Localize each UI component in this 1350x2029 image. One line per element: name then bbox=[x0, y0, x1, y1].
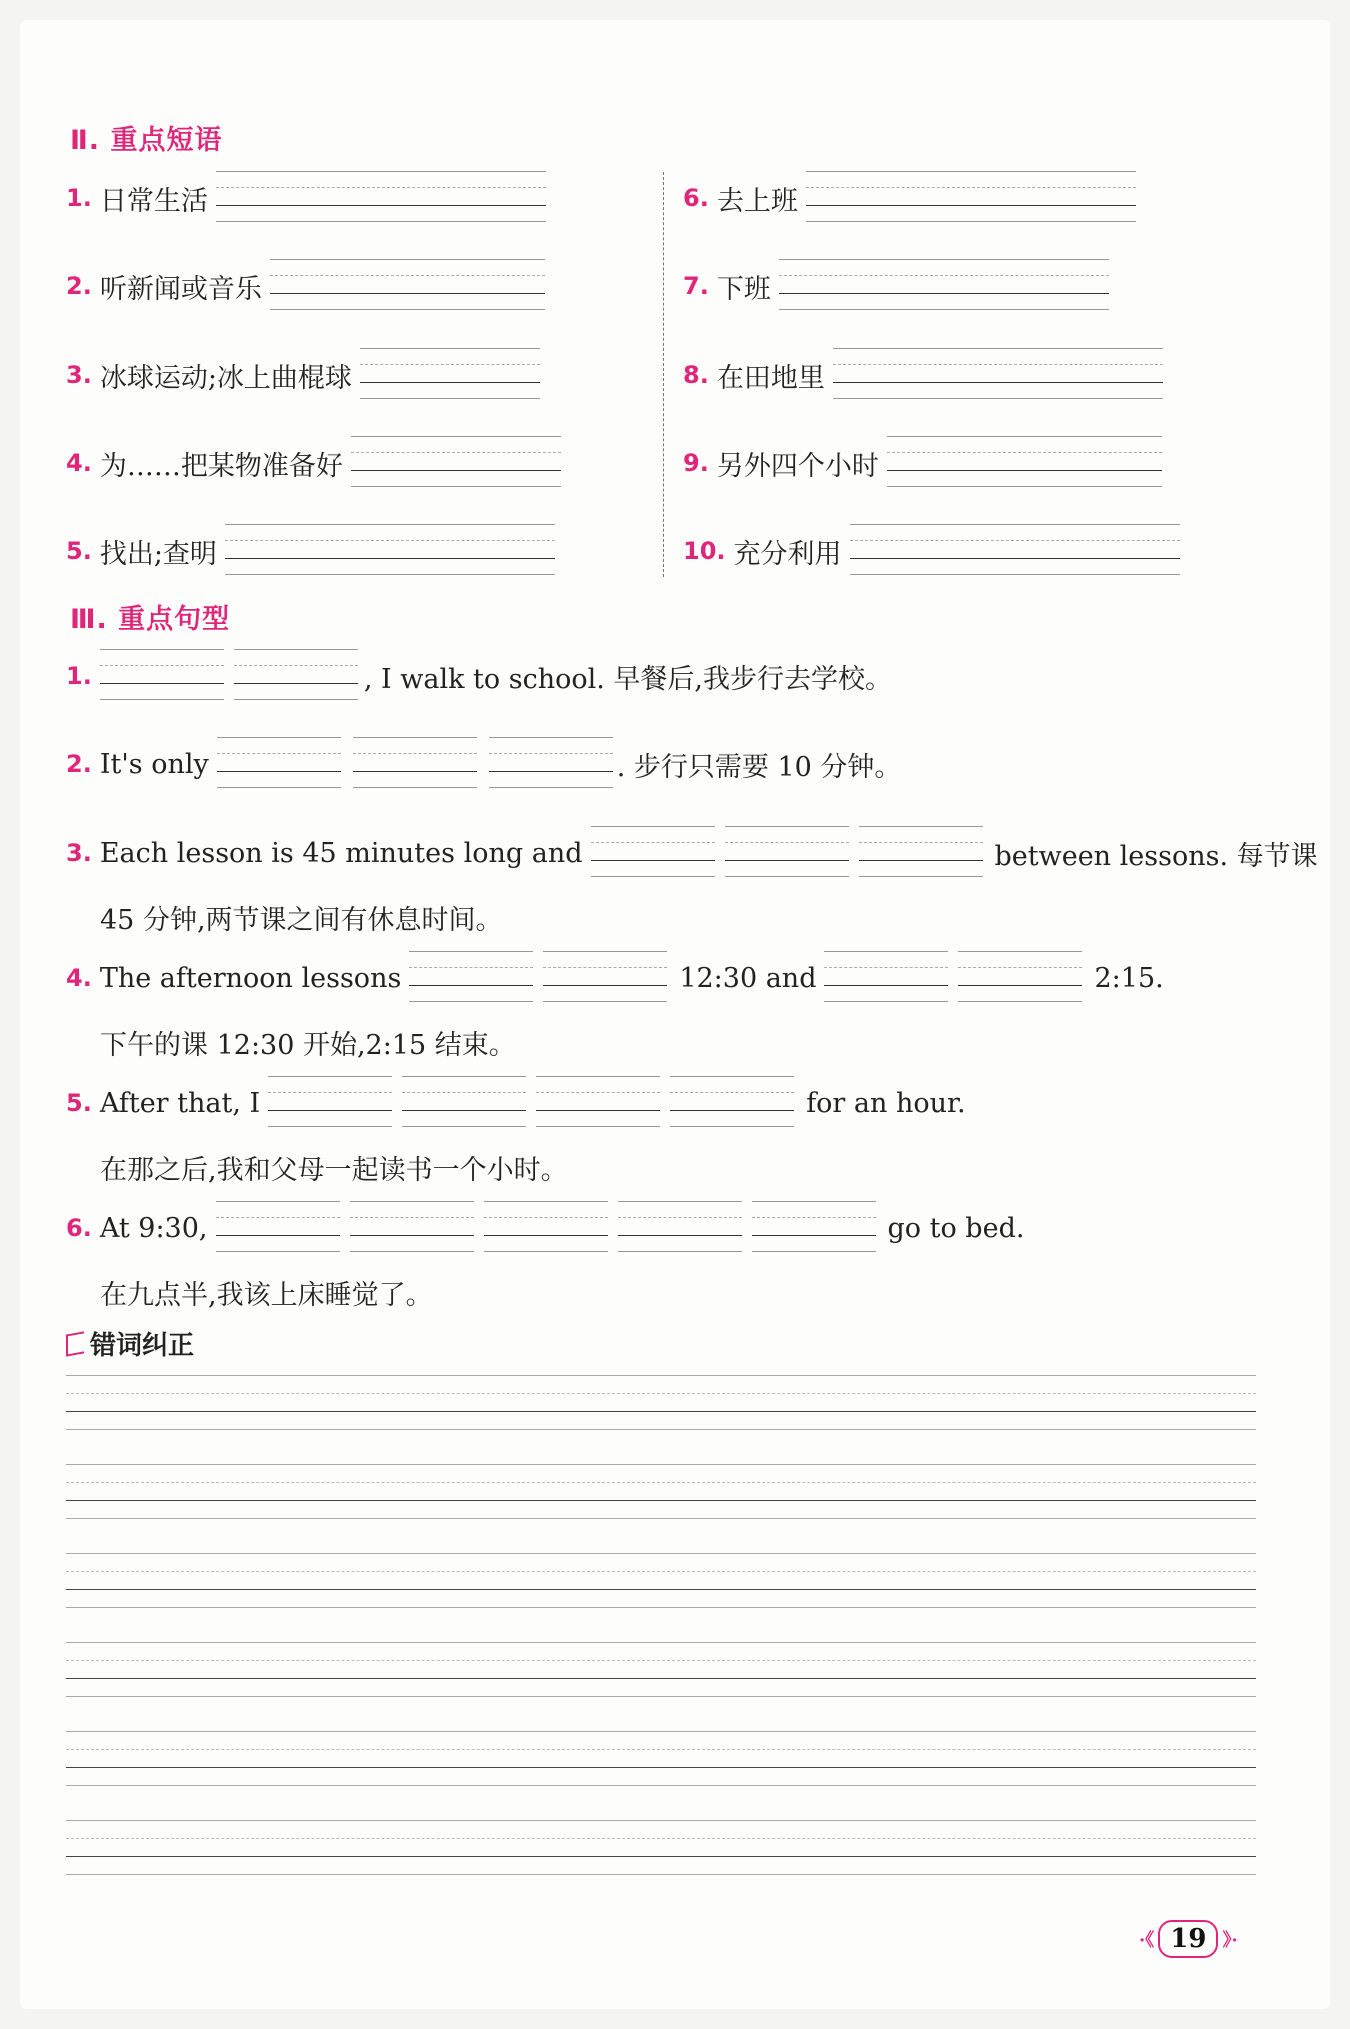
sentence-item-6 bbox=[66, 1195, 1024, 1261]
answer-blank[interactable] bbox=[350, 1195, 474, 1261]
correction-title-text: 错词纠正 bbox=[90, 1331, 195, 1361]
item-number: 2. bbox=[66, 272, 92, 300]
sentence-text: between lessons. 每节课 bbox=[994, 840, 1318, 872]
answer-blank[interactable] bbox=[234, 643, 358, 709]
item-text: 听新闻或音乐 bbox=[99, 273, 262, 305]
item-text: 另外四个小时 bbox=[716, 450, 879, 482]
item-text: 找出;查明 bbox=[99, 538, 217, 570]
answer-blank[interactable] bbox=[543, 945, 667, 1011]
item-number: 4. bbox=[66, 449, 92, 477]
item-number: 3. bbox=[66, 361, 92, 389]
answer-blank[interactable] bbox=[353, 731, 477, 797]
phrase-item-4 bbox=[66, 430, 561, 496]
phrase-item-8 bbox=[683, 342, 1163, 408]
phrase-item-10 bbox=[683, 518, 1180, 584]
sentence-text: . 步行只需要 10 分钟。 bbox=[616, 751, 902, 783]
answer-blank[interactable] bbox=[752, 1195, 876, 1261]
writing-line[interactable] bbox=[66, 1375, 1256, 1441]
item-number: 10. bbox=[683, 537, 726, 565]
item-number: 2. bbox=[66, 750, 92, 778]
item-number: 3. bbox=[66, 839, 92, 867]
sentence-text: At 9:30, bbox=[99, 1212, 208, 1244]
answer-blank[interactable] bbox=[360, 342, 540, 408]
phrase-item-6 bbox=[683, 165, 1136, 231]
sentence-translation-6: 在九点半,我该上床睡觉了。 bbox=[100, 1280, 433, 1311]
sentence-item-2 bbox=[66, 731, 901, 797]
answer-blank[interactable] bbox=[268, 1070, 392, 1136]
sentence-item-5 bbox=[66, 1070, 966, 1136]
sentence-text: The afternoon lessons bbox=[99, 962, 402, 994]
sentence-text: It's only bbox=[99, 748, 209, 780]
page-number bbox=[1135, 1920, 1242, 1958]
writing-line[interactable] bbox=[66, 1731, 1256, 1797]
sentence-item-1 bbox=[66, 643, 892, 709]
item-text: 冰球运动;冰上曲棍球 bbox=[99, 362, 352, 394]
item-number: 4. bbox=[66, 964, 92, 992]
sentence-text: Each lesson is 45 minutes long and bbox=[99, 837, 583, 869]
item-number: 1. bbox=[66, 184, 92, 212]
item-number: 6. bbox=[66, 1214, 92, 1242]
answer-blank[interactable] bbox=[591, 820, 715, 886]
answer-blank[interactable] bbox=[402, 1070, 526, 1136]
sentence-text: 12:30 and bbox=[679, 962, 817, 994]
answer-blank[interactable] bbox=[351, 430, 561, 496]
answer-blank[interactable] bbox=[489, 731, 613, 797]
answer-blank[interactable] bbox=[958, 945, 1082, 1011]
sentence-item-3 bbox=[66, 820, 1318, 886]
answer-blank[interactable] bbox=[484, 1195, 608, 1261]
phrase-item-9 bbox=[683, 430, 1162, 496]
answer-blank[interactable] bbox=[859, 820, 983, 886]
item-number: 5. bbox=[66, 1089, 92, 1117]
item-text: 为……把某物准备好 bbox=[99, 450, 343, 482]
answer-blank[interactable] bbox=[225, 518, 555, 584]
answer-blank[interactable] bbox=[216, 165, 546, 231]
column-divider bbox=[663, 172, 664, 577]
correction-title bbox=[66, 1325, 194, 1362]
page-number-value: 19 bbox=[1158, 1920, 1218, 1958]
item-number: 1. bbox=[66, 662, 92, 690]
answer-blank[interactable] bbox=[409, 945, 533, 1011]
answer-blank[interactable] bbox=[887, 430, 1162, 496]
phrase-item-3 bbox=[66, 342, 540, 408]
answer-blank[interactable] bbox=[779, 253, 1109, 319]
item-number: 8. bbox=[683, 361, 709, 389]
section-title-phrases: Ⅱ. 重点短语 bbox=[70, 125, 223, 156]
answer-blank[interactable] bbox=[216, 1195, 340, 1261]
writing-line[interactable] bbox=[66, 1820, 1256, 1886]
sentence-text: 2:15. bbox=[1094, 962, 1164, 994]
item-number: 7. bbox=[683, 272, 709, 300]
answer-blank[interactable] bbox=[618, 1195, 742, 1261]
phrase-item-7 bbox=[683, 253, 1109, 319]
phrase-item-5 bbox=[66, 518, 555, 584]
sentence-item-4 bbox=[66, 945, 1164, 1011]
item-text: 日常生活 bbox=[99, 185, 208, 217]
sentence-text: After that, I bbox=[99, 1087, 261, 1119]
sentence-translation-3: 45 分钟,两节课之间有休息时间。 bbox=[100, 905, 503, 936]
answer-blank[interactable] bbox=[725, 820, 849, 886]
item-text: 充分利用 bbox=[733, 538, 842, 570]
item-text: 下班 bbox=[716, 273, 771, 305]
answer-blank[interactable] bbox=[100, 643, 224, 709]
phrase-item-2 bbox=[66, 253, 545, 319]
sentence-text: go to bed. bbox=[887, 1212, 1025, 1244]
item-number: 9. bbox=[683, 449, 709, 477]
answer-blank[interactable] bbox=[806, 165, 1136, 231]
answer-blank[interactable] bbox=[536, 1070, 660, 1136]
item-text: 去上班 bbox=[716, 185, 798, 217]
answer-blank[interactable] bbox=[824, 945, 948, 1011]
right-chevrons-icon: 》· bbox=[1222, 1930, 1238, 1951]
item-text: 在田地里 bbox=[716, 362, 825, 394]
sentence-text: , I walk to school. 早餐后,我步行去学校。 bbox=[363, 663, 892, 695]
sentence-translation-5: 在那之后,我和父母一起读书一个小时。 bbox=[100, 1155, 568, 1186]
answer-blank[interactable] bbox=[833, 342, 1163, 408]
answer-blank[interactable] bbox=[670, 1070, 794, 1136]
left-chevrons-icon: ·《 bbox=[1139, 1930, 1155, 1951]
writing-line[interactable] bbox=[66, 1464, 1256, 1530]
answer-blank[interactable] bbox=[270, 253, 545, 319]
item-number: 5. bbox=[66, 537, 92, 565]
writing-line[interactable] bbox=[66, 1642, 1256, 1708]
flag-icon bbox=[66, 1331, 84, 1356]
phrase-item-1 bbox=[66, 165, 546, 231]
answer-blank[interactable] bbox=[217, 731, 341, 797]
writing-line[interactable] bbox=[66, 1553, 1256, 1619]
section-title-sentences: Ⅲ. 重点句型 bbox=[70, 604, 231, 635]
sentence-translation-4: 下午的课 12:30 开始,2:15 结束。 bbox=[100, 1030, 516, 1061]
item-number: 6. bbox=[683, 184, 709, 212]
answer-blank[interactable] bbox=[850, 518, 1180, 584]
sentence-text: for an hour. bbox=[806, 1087, 966, 1119]
